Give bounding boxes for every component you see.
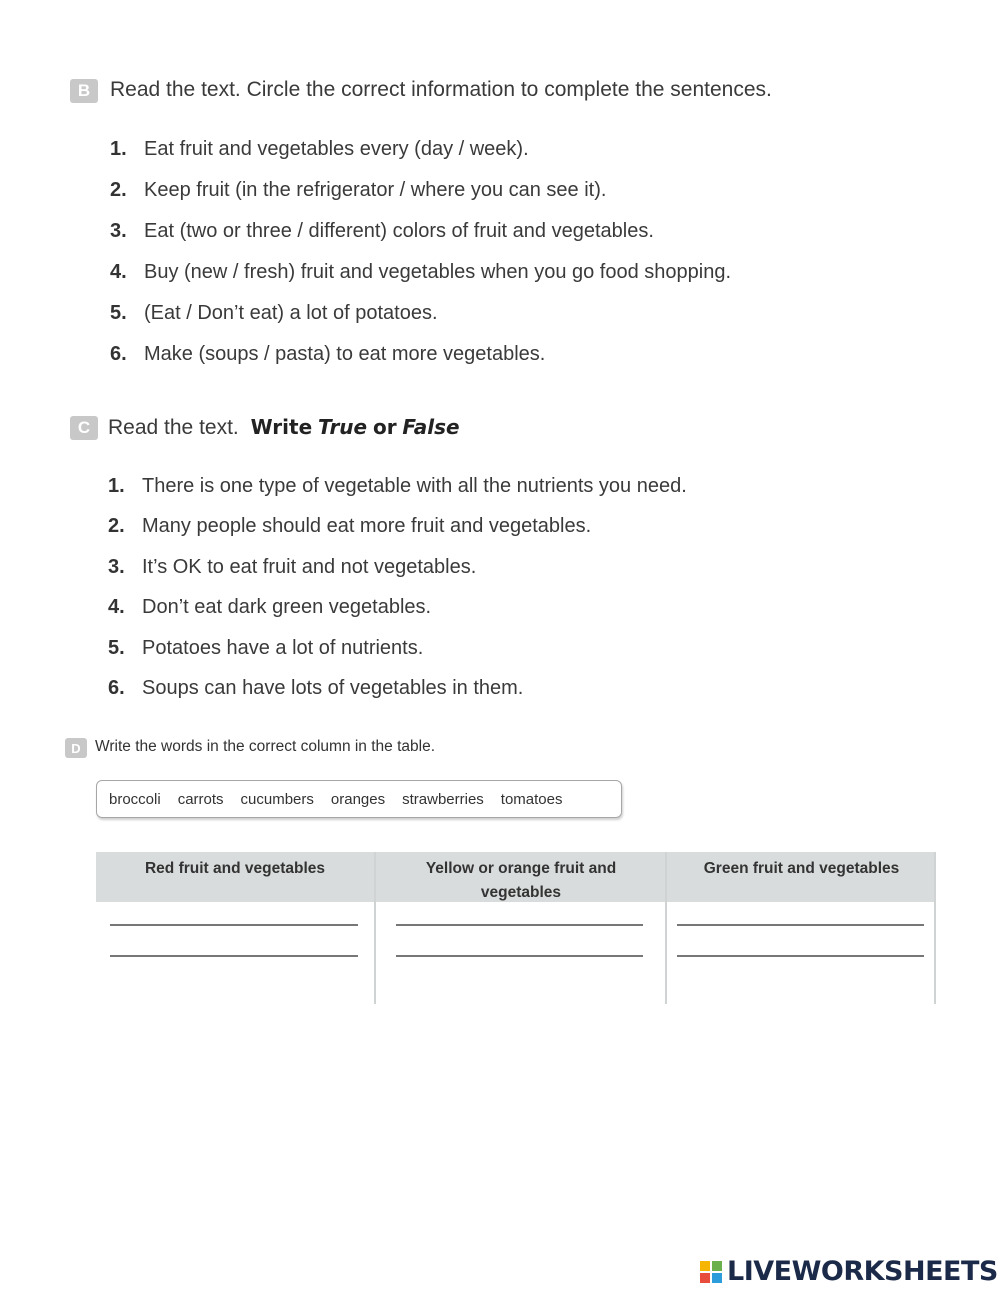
section-b-instruction: Read the text. Circle the correct information to complete the sentences.: [110, 78, 772, 101]
answer-line[interactable]: [396, 924, 643, 926]
b-item-6-number: 6.: [110, 343, 127, 365]
b-item-1-number: 1.: [110, 138, 127, 160]
column-green: [667, 852, 936, 1004]
word-bank: [96, 780, 622, 818]
answer-line[interactable]: [110, 924, 358, 926]
section-c-false: False: [402, 415, 460, 439]
b-item-1-text: Eat fruit and vegetables every (day / week).: [144, 138, 529, 160]
c-item-6-number: 6.: [108, 677, 125, 699]
c-item-2-text: Many people should eat more fruit and vegetables.: [142, 515, 592, 537]
c-item-2: [108, 515, 591, 538]
c-item-4: [108, 596, 431, 619]
logo-square: [700, 1261, 710, 1271]
logo-square: [712, 1273, 722, 1283]
c-item-2-number: 2.: [108, 515, 125, 537]
logo-text: LIVEWORKSHEETS: [727, 1256, 998, 1287]
section-c-true: True: [318, 415, 368, 439]
logo-square: [712, 1261, 722, 1271]
b-item-2-number: 2.: [110, 179, 127, 201]
b-item-6-text: Make (soups / pasta) to eat more vegetables.: [144, 343, 546, 365]
section-c-instruction: [108, 415, 460, 440]
c-item-3-number: 3.: [108, 556, 125, 578]
word-bank-item: broccoli: [109, 790, 161, 808]
c-item-4-text: Don’t eat dark green vegetables.: [142, 596, 432, 618]
column-red: [96, 852, 374, 1004]
c-item-4-number: 4.: [108, 596, 125, 618]
c-item-5-number: 5.: [108, 637, 125, 659]
logo-squares-icon: [700, 1261, 722, 1283]
answer-line[interactable]: [677, 924, 924, 926]
b-item-4-number: 4.: [110, 261, 127, 283]
word-bank-item: carrots: [177, 790, 224, 808]
column-yellow-orange: [376, 852, 666, 1004]
section-c-or: or: [372, 415, 397, 439]
b-item-5-number: 5.: [110, 302, 127, 324]
word-bank-item: cucumbers: [240, 790, 314, 808]
c-item-3: [108, 556, 476, 579]
liveworksheets-logo: [700, 1256, 998, 1287]
column-divider: [934, 852, 936, 1004]
c-item-5: [108, 637, 423, 660]
logo-square: [700, 1273, 710, 1283]
b-item-4-text: Buy (new / fresh) fruit and vegetables when you go food shopping.: [144, 261, 732, 283]
answer-line[interactable]: [110, 955, 358, 957]
word-bank-item: tomatoes: [500, 790, 563, 808]
sorting-table: [96, 852, 936, 1004]
b-item-3: [110, 220, 654, 243]
b-item-3-text: Eat (two or three / different) colors of fruit and vegetables.: [144, 220, 654, 242]
column-green-header: Green fruit and vegetables: [667, 852, 936, 902]
answer-line[interactable]: [677, 955, 924, 957]
section-c-write: Write: [250, 415, 313, 439]
b-item-5: [110, 302, 438, 325]
c-item-6: [108, 677, 523, 700]
b-item-2-text: Keep fruit (in the refrigerator / where you can see it).: [144, 179, 607, 201]
c-item-6-text: Soups can have lots of vegetables in them.: [142, 677, 524, 699]
b-item-2: [110, 179, 606, 202]
b-item-4: [110, 261, 731, 284]
c-item-5-text: Potatoes have a lot of nutrients.: [142, 637, 424, 659]
answer-line[interactable]: [396, 955, 643, 957]
c-item-3-text: It’s OK to eat fruit and not vegetables.: [142, 556, 477, 578]
word-bank-item: strawberries: [402, 790, 484, 808]
column-red-header: Red fruit and vegetables: [96, 852, 374, 902]
column-yellow-orange-header: Yellow or orange fruit and vegetables: [376, 852, 666, 902]
c-item-1: [108, 475, 687, 498]
b-item-6: [110, 343, 545, 366]
section-b-badge: B: [70, 79, 98, 103]
b-item-1: [110, 138, 529, 161]
c-item-1-number: 1.: [108, 475, 125, 497]
section-c-badge: C: [70, 416, 98, 440]
section-d-instruction: Write the words in the correct column in the table.: [95, 738, 436, 755]
word-bank-item: oranges: [330, 790, 386, 808]
section-c-instruction-text: Read the text.: [108, 416, 239, 439]
c-item-1-text: There is one type of vegetable with all the nutrients you need.: [142, 475, 687, 497]
b-item-5-text: (Eat / Don’t eat) a lot of potatoes.: [144, 302, 438, 324]
b-item-3-number: 3.: [110, 220, 127, 242]
section-d-badge: D: [65, 738, 87, 758]
